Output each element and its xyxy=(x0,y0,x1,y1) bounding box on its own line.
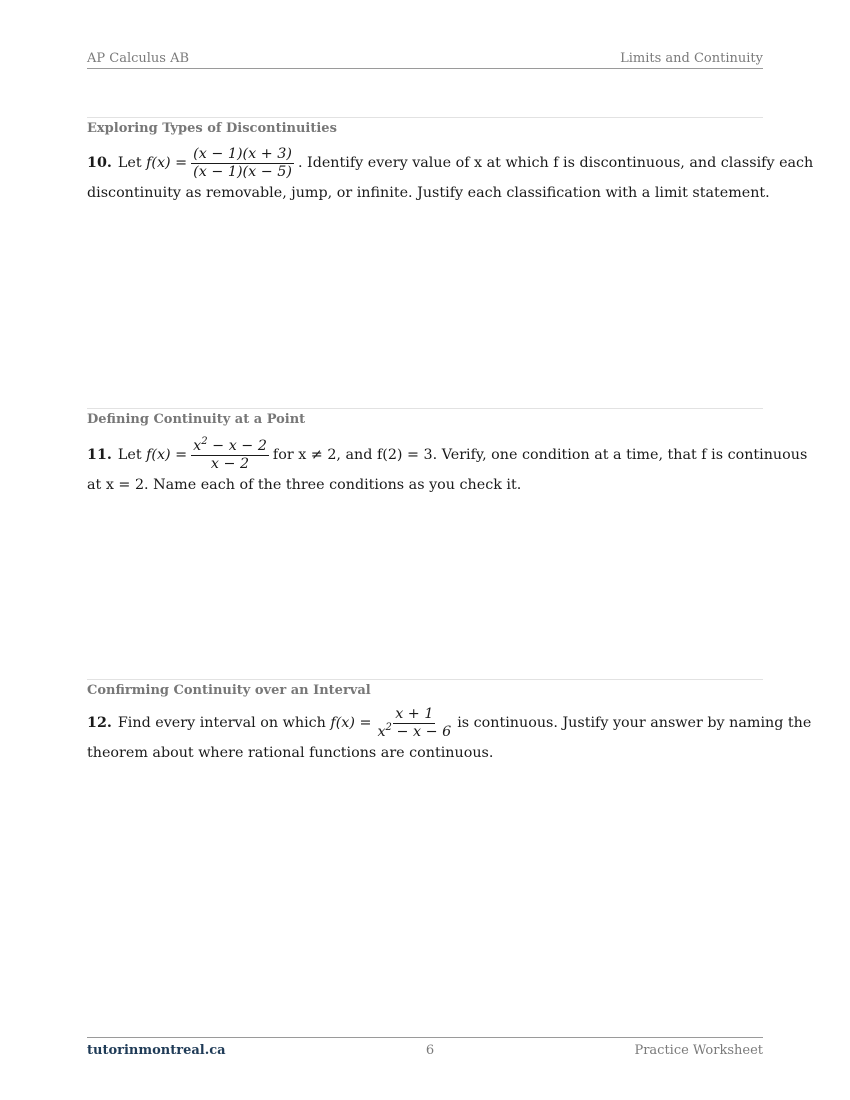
section-title-interval-continuity: Confirming Continuity over an Interval xyxy=(87,683,371,698)
problem-11 xyxy=(87,436,808,498)
problem-number: 12. xyxy=(87,715,112,731)
function-label: f(x) = xyxy=(146,155,188,171)
page-header xyxy=(87,51,763,69)
problem-12 xyxy=(87,706,812,766)
site-link[interactable]: tutorinmontreal.ca xyxy=(87,1043,226,1058)
worksheet-label: Practice Worksheet xyxy=(634,1043,763,1058)
problem-lead: Let xyxy=(117,447,142,463)
problem-12-line-1 xyxy=(87,706,812,741)
section-title-discontinuities: Exploring Types of Discontinuities xyxy=(87,121,337,136)
fraction-numerator: x + 1 xyxy=(395,706,434,722)
section-divider xyxy=(87,679,763,680)
fraction-denominator: x − 2 xyxy=(210,456,250,472)
unit-title: Limits and Continuity xyxy=(620,51,763,66)
page-number: 6 xyxy=(425,1043,435,1058)
fraction-numerator xyxy=(191,438,269,456)
problem-12-line-2: theorem about where rational functions are continuous. xyxy=(87,745,494,761)
problem-number: 11. xyxy=(87,447,112,463)
problem-11-line-2: at x = 2. Name each of the three conditions as you check it. xyxy=(87,477,522,493)
course-title: AP Calculus AB xyxy=(87,51,190,66)
section-divider xyxy=(87,117,763,118)
numerator-exponent: 2 xyxy=(201,436,208,448)
function-label: f(x) = xyxy=(146,447,188,463)
numerator-base: x xyxy=(193,438,202,454)
fraction-denominator: (x − 1)(x − 5) xyxy=(193,164,292,180)
rational-expression xyxy=(191,146,294,181)
denominator-exponent: 2 xyxy=(385,722,392,734)
numerator-tail: − x − 2 xyxy=(207,438,267,454)
problem-11-line-1 xyxy=(87,436,808,473)
denominator-tail: − x − 6 xyxy=(391,724,452,740)
problem-text: . Identify every value of x at which f is discontinuous, and classify each xyxy=(297,155,814,171)
rational-expression xyxy=(191,438,269,473)
problem-10-line-2: discontinuity as removable, jump, or infinite. Justify each classification with a limit statement. xyxy=(87,185,770,201)
problem-text: is continuous. Justify your answer by naming the xyxy=(457,715,812,731)
rational-expression xyxy=(375,706,453,741)
fraction-denominator xyxy=(375,724,453,741)
fraction-numerator: (x − 1)(x + 3) xyxy=(193,146,292,162)
problem-lead: Find every interval on which xyxy=(117,715,326,731)
problem-number: 10. xyxy=(87,155,112,171)
section-divider xyxy=(87,408,763,409)
page-footer xyxy=(87,1037,763,1058)
problem-lead: Let xyxy=(117,155,142,171)
problem-10 xyxy=(87,146,814,206)
problem-text: for x ≠ 2, and f(2) = 3. Verify, one condition at a time, that f is continuous xyxy=(272,447,808,463)
denominator-base: x xyxy=(377,724,386,740)
function-label: f(x) = xyxy=(330,715,372,731)
section-title-continuity-at-point: Defining Continuity at a Point xyxy=(87,412,306,427)
problem-10-line-1 xyxy=(87,146,814,181)
